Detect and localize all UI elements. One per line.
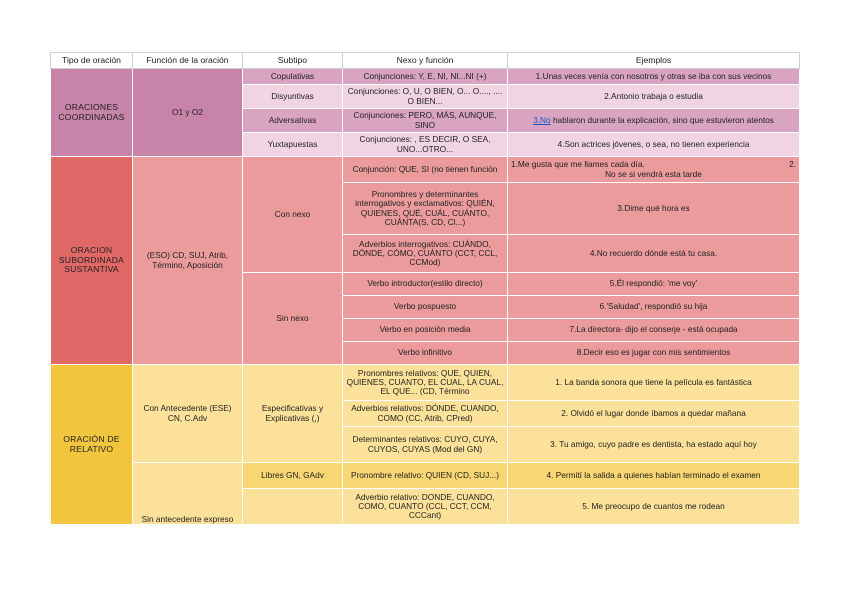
nexo-cell: Verbo introductor(estilo directo) xyxy=(343,273,508,296)
tipo-coordinadas: ORACIONES COORDINADAS xyxy=(51,69,133,157)
nexo-cell: Pronombres y determinantes interrogativos y exclamativos: QUIÉN, QUIENES, QUÉ, CUÁL, CUÁNTO, CUÁNTA(S, CD, Cl...) xyxy=(343,183,508,235)
subtipo-adversativas: Adversativas xyxy=(243,109,343,133)
nexo-cell: Pronombres relativos: QUE, QUIEN, QUIENES, CUANTO, EL CUAL, LA CUAL, EL QUE... (CD, Término xyxy=(343,365,508,401)
header-nexo: Nexo y función xyxy=(343,53,508,69)
ejemplo-cell: 4.No recuerdo dónde está tu casa. xyxy=(508,235,800,273)
subtipo-disyuntivas: Disyuntivas xyxy=(243,85,343,109)
nexo-cell: Verbo en posición media xyxy=(343,319,508,342)
ejemplo-cell: 6.'Saludad', respondió su hija xyxy=(508,296,800,319)
ejemplo-cell xyxy=(508,157,800,183)
header-funcion: Función de la oración xyxy=(133,53,243,69)
ejemplo-cell: 5.Él respondió: 'me voy' xyxy=(508,273,800,296)
table-row xyxy=(51,463,800,489)
nexo-cell: Conjunciones: , ES DECIR, O SEA, UNO...OTRO... xyxy=(343,133,508,157)
oraciones-table xyxy=(50,52,800,525)
ejemplo-cell: 4.Son actrices jóvenes, o sea, no tienen experiencia xyxy=(508,133,800,157)
nexo-cell: Adverbios interrogativos: CUÁNDO, DÓNDE, CÓMO, CUÁNTO (CCT, CCL, CCMod) xyxy=(343,235,508,273)
nexo-cell: Determinantes relativos: CUYO, CUYA, CUYOS, CUYAS (Mod del GN) xyxy=(343,427,508,463)
subtipo-empty xyxy=(243,489,343,525)
ejemplo-cell: 8.Decir eso es jugar con mis sentimientos xyxy=(508,342,800,365)
nexo-cell: Conjunción: QUE, SI (no tienen función xyxy=(343,157,508,183)
ejemplo-cell: 1.Unas veces venía con nosotros y otras se iba con sus vecinos xyxy=(508,69,800,85)
header-subtipo: Subtipo xyxy=(243,53,343,69)
nexo-cell: Conjunciones: PERO, MÁS, AUNQUE, SINO xyxy=(343,109,508,133)
subtipo-especificativas: Especificativas y Explicativas (,) xyxy=(243,365,343,463)
ejemplo-cell: 5. Me preocupo de cuantos me rodean xyxy=(508,489,800,525)
ejemplo-text: 1.Me gusta que me llames cada día. xyxy=(511,159,645,170)
ejemplo-cell: 2. Olvidó el lugar donde íbamos a quedar mañana xyxy=(508,401,800,427)
nexo-cell: Conjunciones: O, U, O BIEN, O... O...., .... O BIEN... xyxy=(343,85,508,109)
ejemplo-cell: 3.Dime qué hora es xyxy=(508,183,800,235)
nexo-cell: Pronombre relativo: QUIEN (CD, SUJ...) xyxy=(343,463,508,489)
ejemplo-cell: 4. Permití la salida a quienes habían terminado el examen xyxy=(508,463,800,489)
ejemplo-cell xyxy=(508,109,800,133)
nexo-cell: Verbo pospuesto xyxy=(343,296,508,319)
table-row xyxy=(51,365,800,401)
subtipo-libres: Libres GN, GAdv xyxy=(243,463,343,489)
subtipo-yuxtapuestas: Yuxtapuestas xyxy=(243,133,343,157)
funcion-sustantiva: (ESO) CD, SUJ, Atrib, Término, Aposición xyxy=(133,157,243,365)
ejemplo-cell: 7.La directora- dijo el conserje - está ocupada xyxy=(508,319,800,342)
ejemplo-text: hablaron durante la explicación, sino que estuvieron atentos xyxy=(550,114,774,125)
tipo-sustantiva: ORACION SUBORDINADA SUSTANTIVA xyxy=(51,157,133,365)
nexo-cell: Adverbio relativo: DONDE, CUANDO, COMO, CUANTO (CCL, CCT, CCM, CCCant) xyxy=(343,489,508,525)
ejemplo-text-b: 2. xyxy=(789,159,796,170)
header-ejemplos: Ejemplos xyxy=(508,53,800,69)
table-row xyxy=(51,69,800,85)
subtipo-con-nexo: Con nexo xyxy=(243,157,343,273)
nexo-cell: Verbo infinitivo xyxy=(343,342,508,365)
ejemplo-link[interactable]: 3.No xyxy=(533,114,551,125)
funcion-con-antecedente: Con Antecedente (ESE) CN, C.Adv xyxy=(133,365,243,463)
nexo-cell: Conjunciones: Y, E, NI, NI...NI (+) xyxy=(343,69,508,85)
ejemplo-cell: 3. Tu amigo, cuyo padre es dentista, ha estado aquí hoy xyxy=(508,427,800,463)
subtipo-sin-nexo: Sin nexo xyxy=(243,273,343,365)
ejemplo-cell: 1. La banda sonora que tiene la película es fantástica xyxy=(508,365,800,401)
funcion-coordinadas: O1 y O2 xyxy=(133,69,243,157)
header-tipo: Tipo de oración xyxy=(51,53,133,69)
tipo-relativo: ORACIÓN DE RELATIVO xyxy=(51,365,133,525)
header-row xyxy=(51,53,800,69)
table-row xyxy=(51,157,800,183)
funcion-sin-antecedente: Sin antecedente expreso xyxy=(133,463,243,525)
ejemplo-text-c: No se si vendrá esta tarde xyxy=(605,168,702,179)
nexo-cell: Adverbios relativos: DÓNDE, CUANDO, COMO (CC, Atrib, CPred) xyxy=(343,401,508,427)
subtipo-copulativas: Copulativas xyxy=(243,69,343,85)
ejemplo-cell: 2.Antonio trabaja o estudia xyxy=(508,85,800,109)
